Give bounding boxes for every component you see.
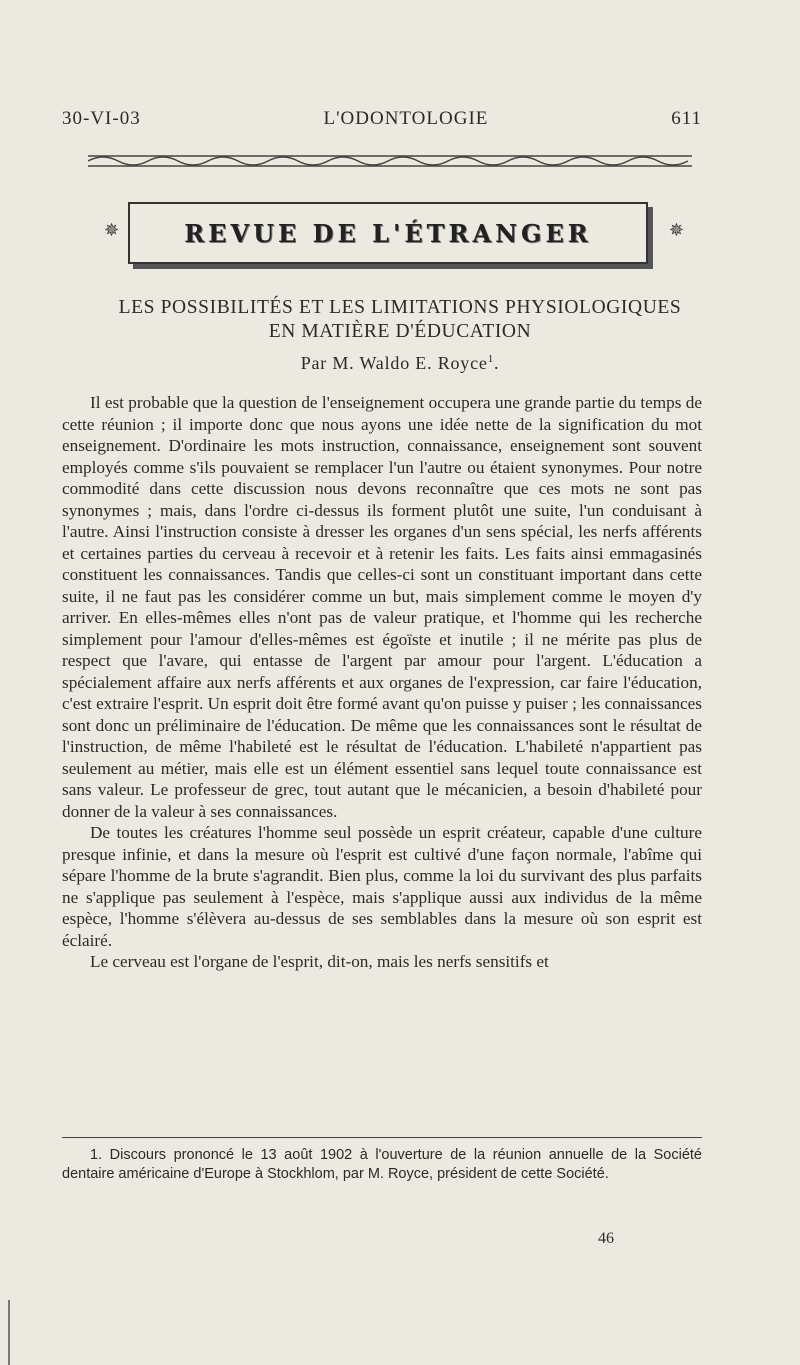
journal-title: L'ODONTOLOGIE — [323, 108, 489, 129]
footnote — [62, 1146, 702, 1183]
paragraph: Le cerveau est l'organe de l'esprit, dit-on, mais les nerfs sensitifs et — [90, 952, 549, 971]
page-edge-mark — [8, 1300, 10, 1365]
fleuron-right-icon: ✵ — [668, 220, 684, 240]
article-title-line-1: LES POSSIBILITÉS ET LES LIMITATIONS PHYSIOLOGIQUES — [118, 297, 682, 318]
footnote-ref: 1 — [487, 353, 494, 365]
article-title-line-2: EN MATIÈRE D'ÉDUCATION — [268, 321, 532, 342]
article-title — [60, 296, 740, 344]
printer-signature: 46 — [598, 1230, 614, 1247]
ornamental-rule — [88, 150, 692, 172]
footnote-text: 1. Discours prononcé le 13 août 1902 à l'ouverture de la réunion annuelle de la Société dentaire américaine d'Europe à Stockhlom, par M. Royce, président de cette Société. — [62, 1147, 702, 1182]
byline: Par M. Waldo E. Royce$^1$. — [300, 353, 500, 373]
running-head — [62, 108, 702, 130]
paragraph: De toutes les créatures l'homme seul possède un esprit créateur, capable d'une culture presque infinie, et dans la mesure où l'esprit est cultivé d'une façon normale, l'abîme qui sépare l'homme de la brute s'agrandit. Bien plus, comme la loi du survivant des plus parfaits ne s'applique pas seulement à l'espèce, mais s'applique aussi aux individus de la même espèce, l'homme s'élèvera au-dessus de ses semblables dans la mesure où son esprit est éclairé. — [62, 823, 702, 950]
fleuron-left-icon: ✵ — [104, 220, 120, 240]
author: Par M. Waldo E. Royce — [300, 353, 488, 373]
paragraph: Il est probable que la question de l'enseignement occupera une grande partie du temps de cette réunion ; il importe donc que nous ayons une idée nette de la signification du mot enseignement. D'ordinaire les mots instruction, connaissance, enseignement sont souvent employés comme s'ils pouvaient se remplacer l'un l'autre ou étaient synonymes. Pour notre commodité dans cette discussion nous devons reconnaître que ces mots ne sont pas synonymes ; mais, dans l'ordre ci-dessus ils forment plutôt une suite, l'un conduisant à l'autre. Ainsi l'instruction consiste à dresser les organes d'un sens spécial, les nerfs afférents et certaines parties du cerveau à recevoir et à retenir les faits. Les faits ainsi emmagasinés constituent les connaissances. Tandis que celles-ci sont un constituant important dans cette suite, il ne faut pas les considérer comme un but, mais simplement comme le moyen d'y arriver. En elles-mêmes elles n'ont pas de valeur pratique, et l'homme qui les recherche simplement pour l'amour d'elles-mêmes est égoïste et inutile ; il ne mérite pas plus de respect que l'avare, qui entasse de l'argent par amour pour l'argent. L'éducation a spécialement affaire aux nerfs afférents et aux organes de l'expression, car faire l'éducation, c'est extraire l'esprit. Un esprit doit être formé avant qu'on puisse y puiser ; les connaissances sont donc un préliminaire de l'éducation. De même que les connaissances sont le résultat de l'instruction, de même l'habileté est le résultat de l'éducation. L'habileté n'appartient pas seulement au métier, mais elle est un élément essentiel sans lequel toute connaissance est sans valeur. Le professeur de grec, tout autant que le mécanicien, a besoin d'habileté pour donner de la valeur à ses connaissances. — [62, 393, 702, 821]
section-banner-box — [128, 202, 648, 264]
footnote-divider — [62, 1137, 702, 1138]
section-banner — [104, 198, 694, 274]
page-number: 611 — [671, 108, 702, 129]
issue-date: 30-VI-03 — [62, 108, 141, 129]
article-body — [62, 392, 702, 973]
section-title: REVUE DE L'ÉTRANGER — [184, 218, 592, 248]
